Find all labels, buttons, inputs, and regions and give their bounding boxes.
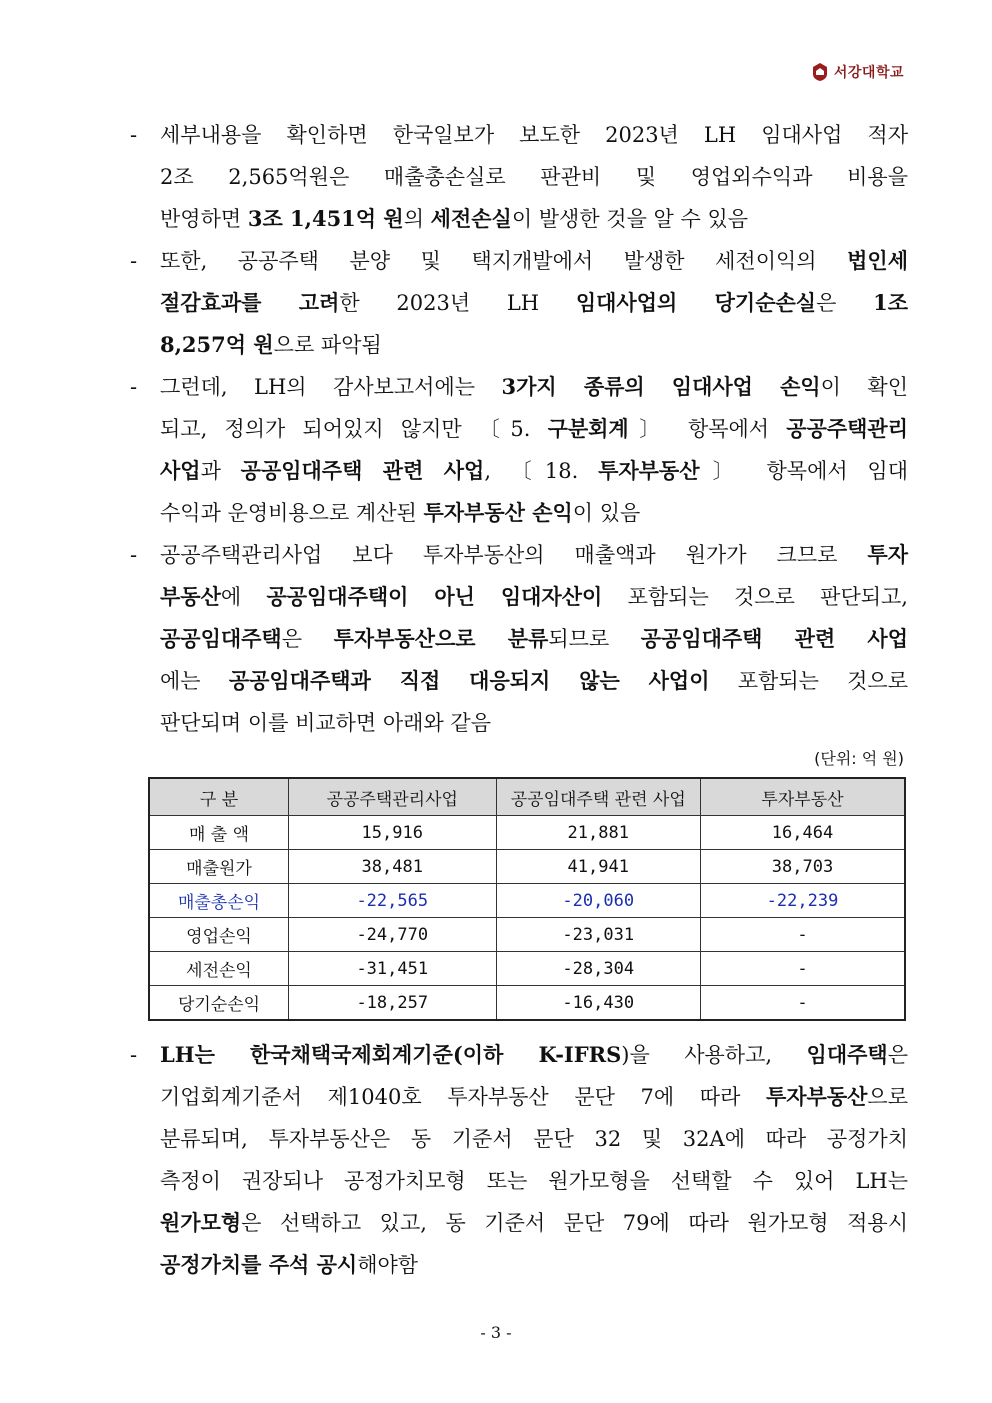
table-cell: 41,941 [496,850,700,884]
bullet-dash: - [130,543,138,567]
table-cell: 15,916 [289,816,496,850]
table-cell: - [700,952,905,986]
table-cell: -16,430 [496,986,700,1021]
logo-text: 서강대학교 [833,65,904,81]
comparison-table [148,777,906,1021]
bullet-dash: - [130,375,138,399]
text-line: 부동산에 공공임대주택이 아닌 임대자산이 포함되는 것으로 판단되고, [160,584,908,609]
text-line: LH는 한국채택국제회계기준(이하 K-IFRS)을 사용하고, 임대주택은 [160,1042,908,1067]
bullet-dash: - [130,123,138,147]
text-line: 사업과 공공임대주택 관련 사업, 〔18. 투자부동산〕 항목에서 임대 [160,458,908,483]
table-cell: -18,257 [289,986,496,1021]
text-line: 분류되며, 투자부동산은 동 기준서 문단 32 및 32A에 따라 공정가치 [160,1127,908,1151]
table-row-highlighted [149,884,905,918]
paragraph-1 [130,114,908,240]
text-line: 되고, 정의가 되어있지 않지만 〔5. 구분회계〕 항목에서 공공주택관리 [160,416,908,441]
table-row [149,986,905,1021]
text-line: 수익과 운영비용으로 계산된 투자부동산 손익이 있음 [160,500,641,525]
table-cell: 38,481 [289,850,496,884]
table-cell: -22,565 [289,884,496,918]
paragraph-4 [130,534,908,744]
table-cell: -20,060 [496,884,700,918]
text-line: 반영하면 3조 1,451억 원의 세전손실이 발생한 것을 알 수 있음 [160,206,749,231]
column-header: 공공주택관리사업 [289,778,496,816]
table-cell: -23,031 [496,918,700,952]
text-line: 세부내용을 확인하면 한국일보가 보도한 2023년 LH 임대사업 적자 [160,123,908,147]
paragraph-2 [130,240,908,366]
row-label: 영업손익 [149,918,289,952]
table-cell: -31,451 [289,952,496,986]
table-cell: 21,881 [496,816,700,850]
table-cell: -28,304 [496,952,700,986]
table-cell: - [700,986,905,1021]
table-row [149,952,905,986]
page-number: - 3 - [480,1323,512,1342]
text-line: 측정이 권장되나 공정가치모형 또는 원가모형을 선택할 수 있어 LH는 [160,1169,908,1193]
table-cell: 38,703 [700,850,905,884]
university-emblem-icon [812,62,828,82]
row-label: 매출총손익 [149,884,289,918]
column-header: 공공임대주택 관련 사업 [496,778,700,816]
row-label: 당기순손익 [149,986,289,1021]
text-line: 공공임대주택은 투자부동산으로 분류되므로 공공임대주택 관련 사업 [160,626,908,651]
row-label: 매 출 액 [149,816,289,850]
table-cell: -22,239 [700,884,905,918]
text-line: 또한, 공공주택 분양 및 택지개발에서 발생한 세전이익의 법인세 [160,248,908,273]
bullet-dash: - [130,249,138,273]
table-header-row [149,778,905,816]
text-line: 공정가치를 주석 공시해야함 [160,1252,419,1277]
bullet-dash: - [130,1043,138,1067]
table-row [149,850,905,884]
table-row [149,816,905,850]
row-label: 매출원가 [149,850,289,884]
column-header: 투자부동산 [700,778,905,816]
paragraph-3 [130,366,908,534]
table-cell: -24,770 [289,918,496,952]
text-line: 절감효과를 고려한 2023년 LH 임대사업의 당기순손실은 1조 [160,290,909,315]
text-line: 그런데, LH의 감사보고서에는 3가지 종류의 임대사업 손익이 확인 [160,374,908,399]
table-row [149,918,905,952]
column-header: 구 분 [149,778,289,816]
table-unit-label: (단위: 억 원) [814,749,904,768]
text-line: 공공주택관리사업 보다 투자부동산의 매출액과 원가가 크므로 투자 [160,542,908,567]
text-line: 판단되며 이를 비교하면 아래와 같음 [160,711,491,735]
text-line: 2조 2,565억원은 매출총손실로 판관비 및 영업외수익과 비용을 [160,165,908,189]
row-label: 세전손익 [149,952,289,986]
table-cell: - [700,918,905,952]
table-cell: 16,464 [700,816,905,850]
paragraph-5 [130,1034,908,1286]
text-line: 에는 공공임대주택과 직접 대응되지 않는 사업이 포함되는 것으로 [160,668,908,693]
text-line: 원가모형은 선택하고 있고, 동 기준서 문단 79에 따라 원가모형 적용시 [160,1210,908,1235]
university-logo [812,62,904,82]
text-line: 8,257억 원으로 파악됨 [160,332,382,357]
text-line: 기업회계기준서 제1040호 투자부동산 문단 7에 따라 투자부동산으로 [160,1084,908,1109]
